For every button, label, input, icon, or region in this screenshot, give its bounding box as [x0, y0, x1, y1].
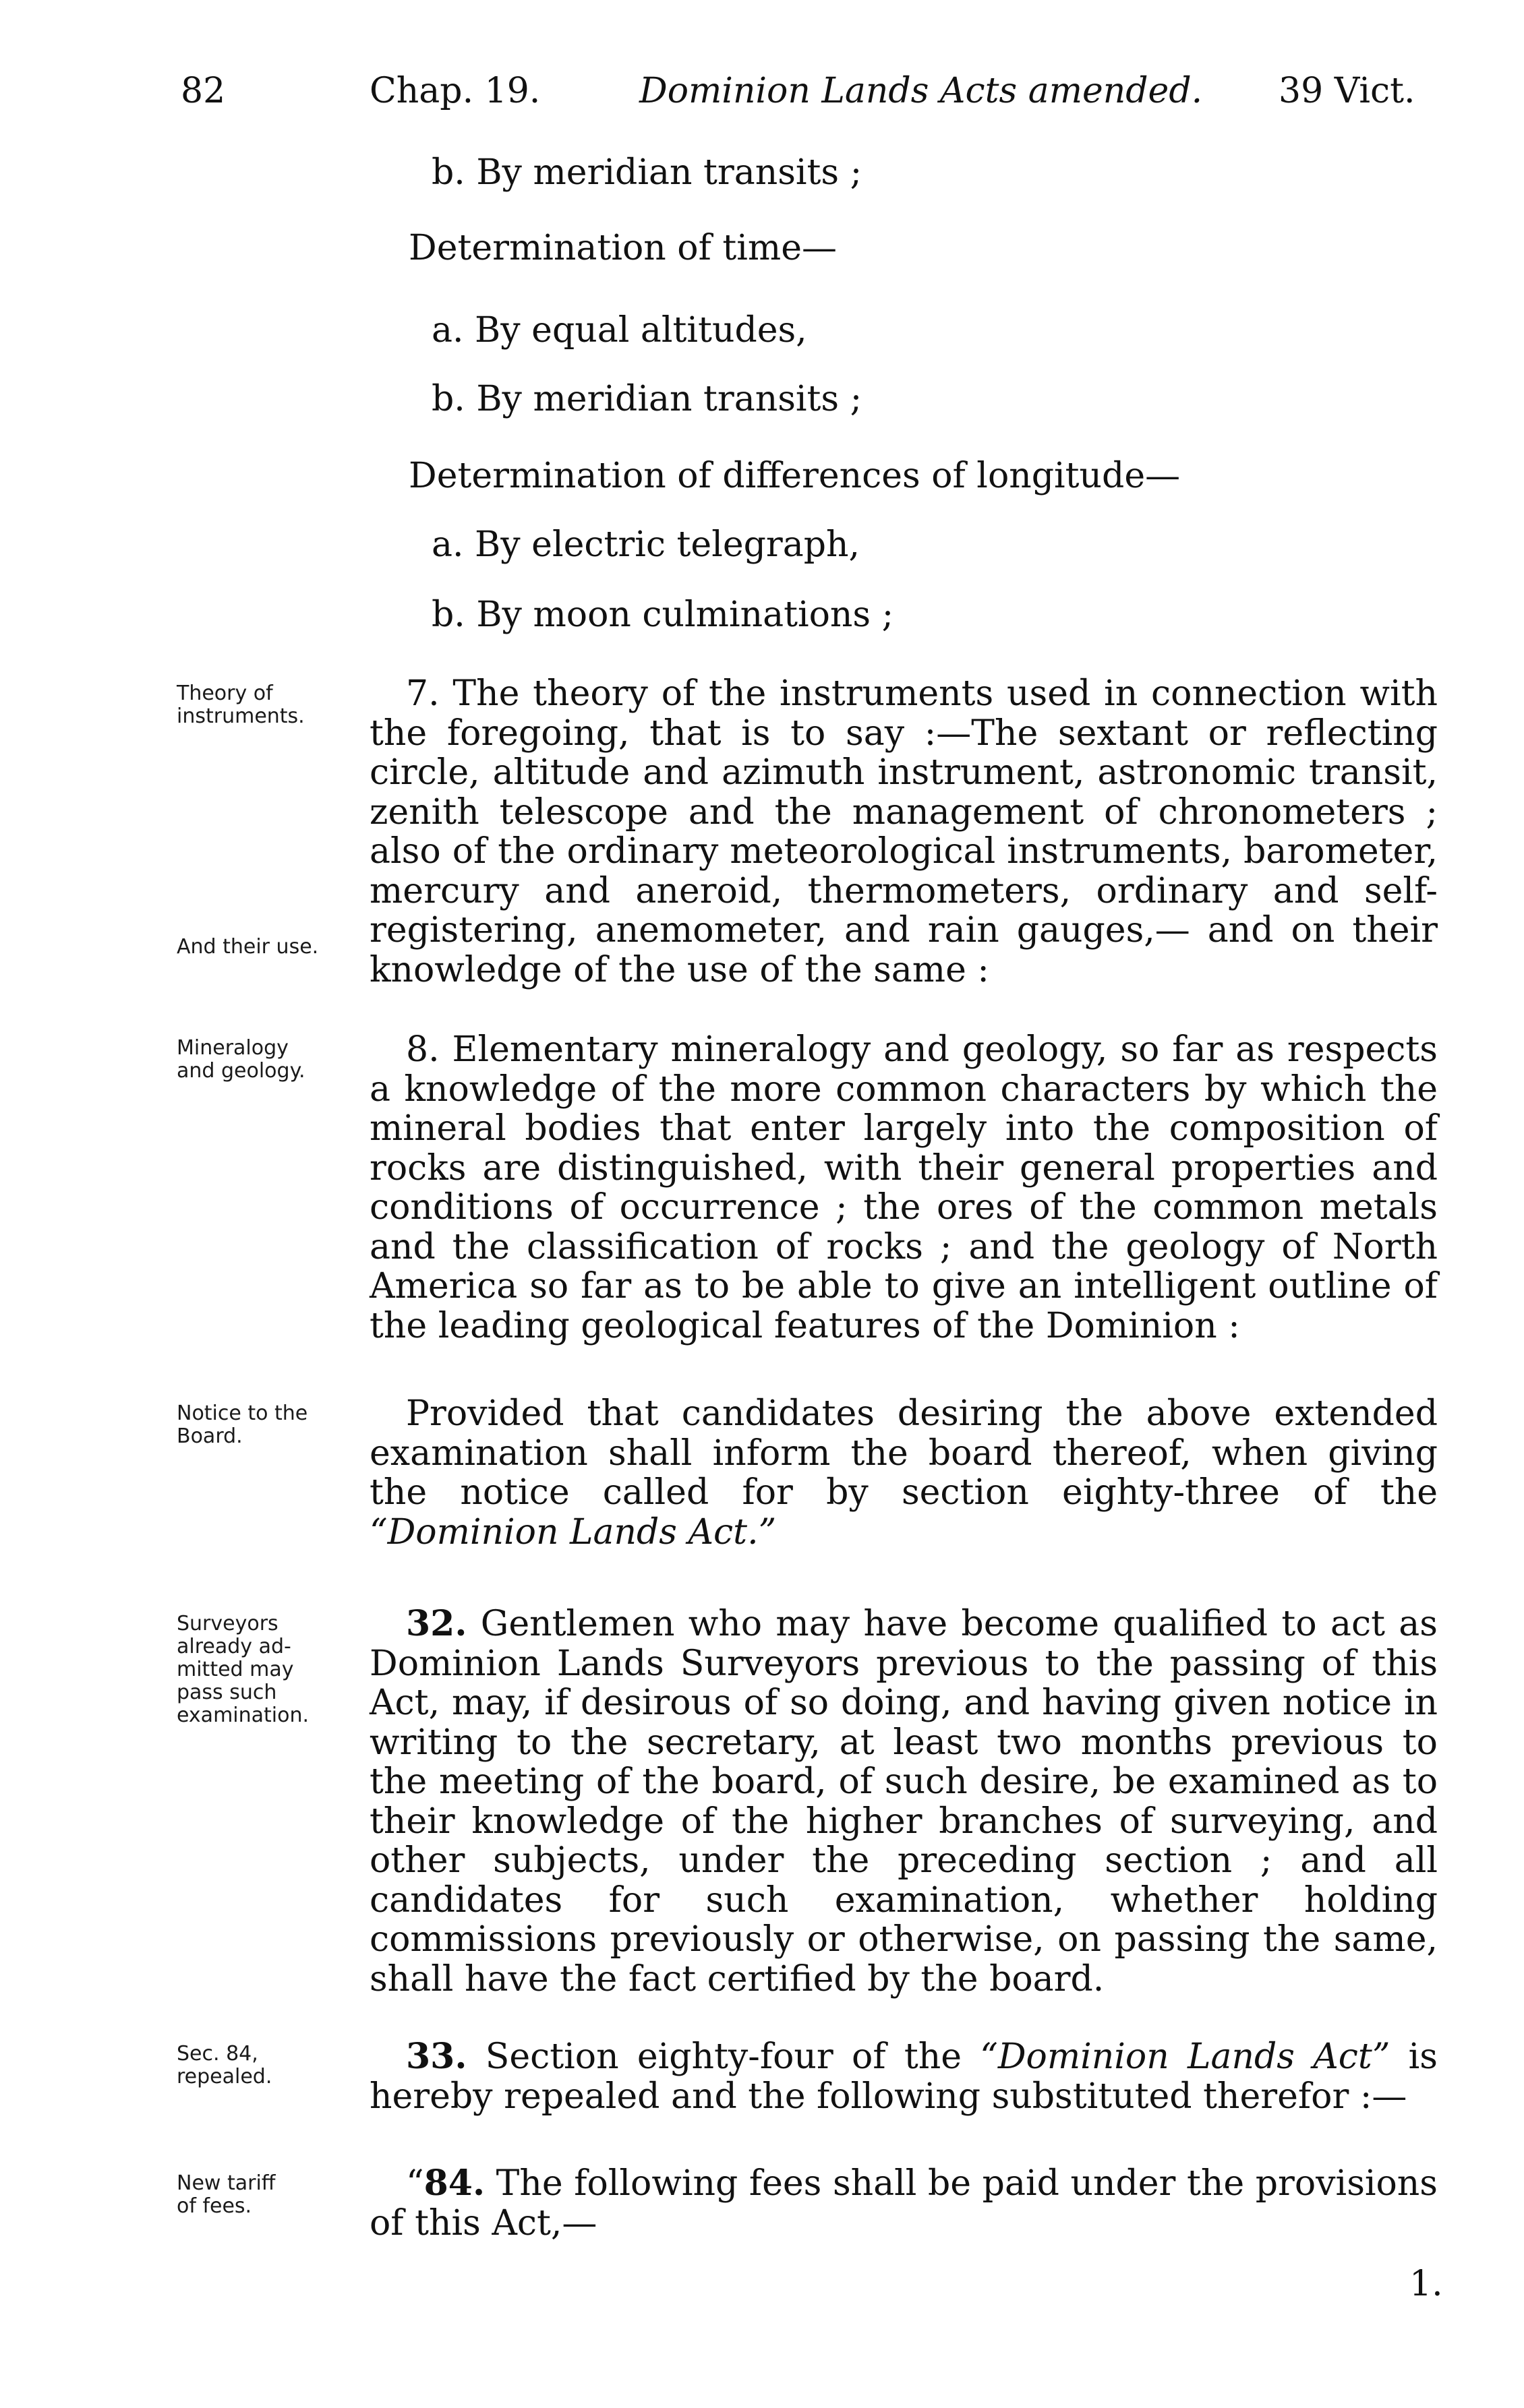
section-paragraph-8: [370, 1030, 1438, 1346]
list-heading: Determination of time—: [409, 228, 837, 268]
chapter-label: Chap. 19.: [370, 71, 541, 111]
margin-note-theory: Theory of instruments.: [177, 682, 305, 728]
margin-note-mineralogy: Mineralogy and geology.: [177, 1036, 305, 1083]
section-32: [370, 1604, 1438, 1999]
margin-note-sec84: Sec. 84, repealed.: [177, 2042, 272, 2088]
list-item: b. By meridian transits ;: [432, 152, 862, 193]
list-item: a. By electric telegraph,: [432, 524, 860, 565]
margin-note-tariff: New tariff of fees.: [177, 2171, 276, 2218]
running-header: [0, 64, 1524, 118]
section-paragraph-7: [370, 674, 1438, 990]
act-name: “Dominion Lands Act”: [980, 2037, 1390, 2077]
list-item: b. By moon culminations ;: [432, 595, 894, 635]
proviso-paragraph: [370, 1394, 1438, 1552]
page-number: 82: [181, 71, 226, 111]
section-number: 84.: [423, 2163, 486, 2204]
paragraph-text: Section eighty-four of the: [467, 2037, 980, 2077]
section-33: [370, 2037, 1438, 2116]
continuation-marker: 1.: [1409, 2264, 1443, 2304]
paragraph-text: 8. Elementary mineralogy and geology, so far as respects a knowledge of the more common characters by which the mineral bodies that enter largely into the composition of rocks are distinguished, with their general properties and conditions of occurrence ; the ores of the common metals and the classification of rocks ; and the geology of North America so far as to be able to give an intelligent outline of the leading geological features of the Dominion :: [370, 1029, 1438, 1346]
list-item: a. By equal altitudes,: [432, 310, 807, 351]
margin-note-their-use: And their use.: [177, 935, 319, 959]
list-heading: Determination of differences of longitude—: [409, 456, 1181, 496]
running-title: Dominion Lands Acts amended.: [639, 71, 1203, 111]
paragraph-text: Provided that candidates desiring the above extended examination shall inform the board thereof, when giving the notice called for by section eighty-three of the: [370, 1393, 1438, 1513]
paragraph-text: is hereby repealed and the following substituted therefor :—: [370, 2037, 1438, 2117]
margin-note-notice: Notice to the Board.: [177, 1402, 308, 1448]
list-item: b. By meridian transits ;: [432, 379, 862, 419]
paragraph-text: Gentlemen who may have become qualified to act as Dominion Lands Surveyors previous to the passing of this Act, may, if desirous of so doing, and having given notice in writing to the secretary, at least two months previous to the meeting of the board, of such desire, be examined as to their knowledge of the higher branches of surveying, and other subjects, under the preceding section ; and all candidates for such examination, whether holding commissions previously or otherwise, on passing the same, shall have the fact certified by the board.: [370, 1604, 1438, 1999]
paragraph-text: 7. The theory of the instruments used in connection with the foregoing, that is to say :—The sextant or reflecting circle, altitude and azimuth instrument, astronomic transit, zenith telescope and the management of chronometers ; also of the ordinary meteorological instruments, barometer, mercury and aneroid, thermometers, ordinary and self-registering, anemometer, and rain gauges,— and on their knowledge of the use of the same :: [370, 673, 1438, 990]
section-number: 33.: [406, 2036, 467, 2077]
act-name: “Dominion Lands Act.”: [370, 1511, 777, 1553]
regnal-year: 39 Vict.: [1279, 71, 1415, 111]
section-number: 32.: [406, 1603, 467, 1644]
quote-mark: “: [406, 2163, 424, 2204]
paragraph-text: The following fees shall be paid under the provisions of this Act,—: [370, 2163, 1438, 2244]
section-84-quoted: [370, 2164, 1438, 2243]
margin-note-surveyors: Surveyors already ad- mitted may pass such examination.: [177, 1612, 310, 1727]
